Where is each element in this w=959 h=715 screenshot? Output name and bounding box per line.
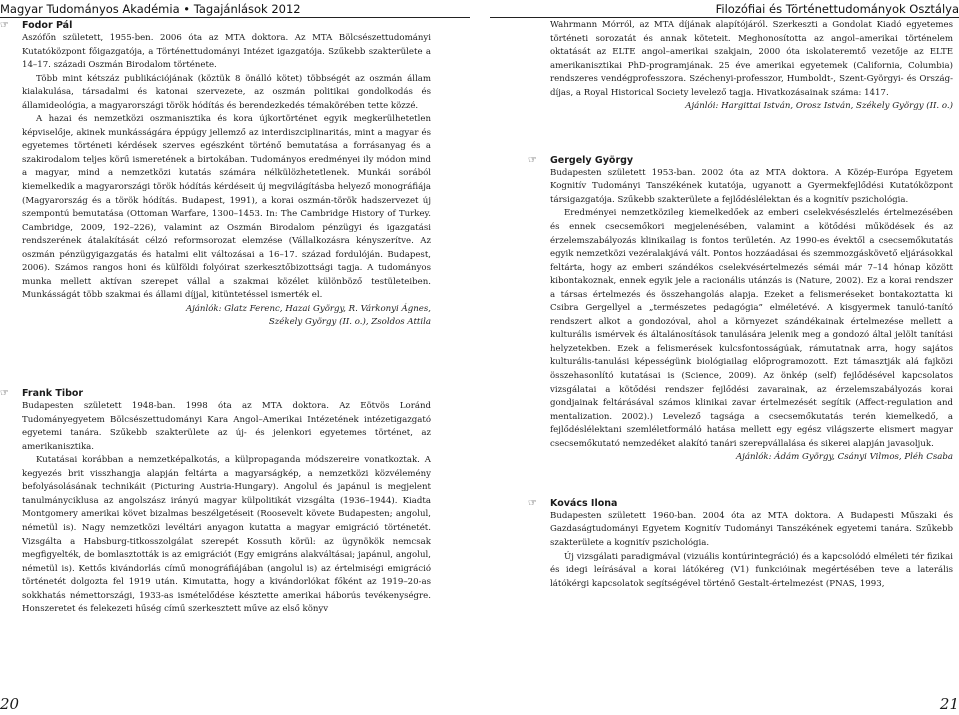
page-number-left: 20	[0, 695, 20, 713]
entry-paragraph: Kutatásai korábban a nemzetképalkotás, a külpropaganda módszereire vonatkoztak. A kegyezés brit visszhangja alapján feltárta a magyarságkép, a nemzetközi közvélemény befolyásolásának technikáit (Picturing Austria-Hungary). Angolul és japánul is megjelent tanulmányciklusa az angolszász irányú magyar külpolitikát vizsgálta (1936–1944). Kiadta Montgomery amerikai követ bizalmas beszélgetéseit (Roosevelt követe Budapesten; angolul, németül is). Nagy nemzetközi levéltári anyagon kutatta a magyar emigráció történetét. Vizsgálta a Habsburg-titkosszolgálat szerepét Kossuth körül: az ügynökök nemcsak megfigyelték, de bomlasztották is az emigrációt (Egy emigráns alakváltásai; japánul, angolul, németül is). Kettős kivándorlás című monográfiájában (angolul is) az értelmiségi emigráció történetét dolgozta fel 1919 után. Kimutatta, hogy a kivándorlókat főként az 1919–20-as sokkhatás némettországi, 1933-as ismételődése késztette amerikai háborús tevékenységre. Honszeretet és felekezeti hűség című szerkesztett műve az első könyv	[22, 455, 431, 615]
entry-paragraph: A hazai és nemzetközi oszmanisztika és kora újkortörténet egyik megkerülhetetlen képviselője, akinek munkásságára éppúgy jellemző az interdiszciplinaritás, mint a magyar és egyetemes történeti kérdések szerves egészként történő bemutatása a forrásanyag és a szakirodalom teljes körű ismeretének a birtokában. Tudományos eredményei ily módon mind a magyar, mind a nemzetközi kutatás számára nélkülözhetetlenek. Munkái sorából kiemelkedik a magyarországi török hódítás kérdéseit új megvilágításba helyező monográfiája (Magyarország és a török hódítás. Budapest, 1991), a korai oszmán-török hadszervezet új szempontú bemutatása (Ottoman Warfare, 1300–1453. In: The Cambridge History of Turkey. Cambridge, 2009, 192–226), valamint az Oszmán Birodalom pénzügyi és igazgatási rendszerének átalakítását célzó reformsorozat elemzése (Vállalkozásra kényszerítve. Az oszmán pénzügyigazgatás és hatalmi elit változásai a 16–17. század fordulóján. Budapest, 2006). Számos rangos honi és külföldi folyóirat szerkesztőbizottsági tagja. A tudományos munka mellett aktívan szerepet vállal a szakmai közélet különböző testületeiben. Munkásságát több szakmai és állami díjjal, kitüntetéssel ismerték el.	[22, 114, 431, 301]
recommenders-line: Ajánlók: Glatz Ferenc, Hazai György, R. Várkonyi Ágnes,	[185, 303, 431, 314]
entry-intro: Budapesten született 1948-ban. 1998 óta az MTA doktora. Az Eötvös Loránd Tudományegyetem Bölcsészettudományi Kara Angol–Amerikai Intézetének intézetigazgató egyetemi tanára. Szűkebb szakterülete az új- és jelenkori egyetemes történet, az amerikanisztika.	[22, 401, 431, 452]
candidate-name: Fodor Pál	[22, 20, 73, 31]
entry-paragraph: Új vizsgálati paradigmával (vizuális kontúrintegráció) és a kapcsolódó elméleti tér fizikai és idegi leírásával a korai látókéreg (V1) funkcióinak megértésében teve a laterális látókérgi kapcsolatok segítségével történő Gestalt-értelmezést (PNAS, 1993,	[550, 551, 953, 589]
entry-frank-tibor	[0, 387, 431, 617]
entry-kovacs-ilona	[528, 497, 953, 591]
entry-body	[528, 167, 953, 465]
entry-intro: Aszófőn született, 1955-ben. 2006 óta az MTA doktora. Az MTA Bölcsészettudományi Kutatóközpont főigazgatója, a Történettudományi Intézet igazgatója. Szűkebb szakterülete a 14–17. századi Oszmán Birodalom története.	[22, 33, 431, 71]
entry-spacer	[528, 465, 953, 497]
entry-heading	[0, 387, 431, 400]
recommenders-line: Ajánlók: Ádám György, Csányi Vilmos, Pléh Csaba	[735, 452, 953, 463]
entry-body	[0, 32, 431, 330]
entry-body	[528, 19, 953, 114]
recommenders-line: Székely György (II. o.), Zsoldos Attila	[268, 317, 431, 328]
header-rule-right	[490, 17, 959, 18]
entry-frank-tibor-continued	[528, 19, 953, 114]
running-header-left: Magyar Tudományos Akadémia • Tagajánlások 2012	[0, 2, 301, 16]
entry-body	[0, 400, 431, 617]
entry-heading	[0, 19, 431, 32]
candidate-name: Frank Tibor	[22, 388, 84, 400]
header-rule-left	[0, 17, 470, 18]
recommenders-line: Ajánlói: Hargittai István, Orosz István, Székely György (II. o.)	[685, 101, 953, 112]
entry-paragraph: Eredményei nemzetközileg kiemelkedőek az emberi cselekvésészlelés értelmezésében és ennek csecsemőkori megjelenésében, valamint a kötődési működések és az érzelemszabályozás klinikailag is fontos területén. Az 1990-es évektől a csecsemőkutatás egyik nemzetközi vezéralakjává vált. Pontos hozzáadásai és szemmozgáskövető eljárásokkal feltárta, hogy az emberi szándékos cselekvésértelmezés sémái már 7–14 hónap között kibontakoznak, ennek egyik jele a racionális utánzás is (Nature, 2002). Ez a korai rendszer a társas értelmezés és összehangolás alapja. Ezeket a felismeréseket bontakoztatta ki Csibra Gergellyel a „természetes pedagógia” elméletévé. A kisgyermek tanuló-tanító rendszert alkot a gondozóval, ahol a környezet szándékainak értelmezése mellett a kulturális ismérvek és általánosítások tanulására jelenik meg a gondozó által jelölt tanítási helyzetekben. Ezek a felismerések kulcsfontosságúak, rámutatnak arra, hogy sajátos kulturális-tanulási képességünk biológiailag előprogramozott. Ezt támasztják alá fajközi összehasonlító kutatásai is (Science, 2009). Az önkép (self) fejlődésével kapcsolatos vizsgálatai a kötődési rendszer fejlődési zavarainak, az érzelemszabályozás korai gondjainak feltárásával számos klinikai zavar értelmezését segítik (Affect-regulation and mentalization. 2002).) Levelező tagsága a csecsemőkutatás terén kiemelkedő, a fejlődéslélektani szemléletformáló hatása mellett egy egész világszerte elismert magyar csecsemőkutató nemzedéket alakító tanári szerepvállalása és sikerei alapján javasoljuk.	[550, 208, 953, 449]
pointing-hand-icon: ☞	[0, 388, 9, 400]
entry-heading	[528, 154, 953, 167]
pointing-hand-icon: ☞	[0, 20, 9, 31]
entry-gergely-gyorgy	[528, 154, 953, 465]
page-number-right: 21	[939, 695, 959, 713]
entry-paragraph: Wahrmann Mórról, az MTA díjának alapítójáról. Szerkeszti a Gondolat Kiadó egyetemes történeti sorozatát és annak köteteit. Meghonosította az angol–amerikai történelem oktatását az ELTE angol–amerikai szakjain, 2000 óta iskolateremtő vezetője az ELTE amerikanisztikai PhD-programjának. 25 éve amerikai egyetemek (California, Columbia) rendszeres vendégprofesszora. Széchenyi-professzor, Humboldt-, Szent-Györgyi- és Ország-díjas, a Royal Historical Society levelező tagja. Hivatkozásainak száma: 1417.	[550, 20, 953, 98]
pointing-hand-icon: ☞	[528, 497, 537, 509]
entry-paragraph: Több mint kétszáz publikációjának (köztük 8 önálló kötet) többségét az oszmán állam kialakulása, társadalmi és katonai szervezete, az oszmán politikai gondolkodás és államideológia, a magyarországi török hódítás és berendezkedés témakörében tette közzé.	[22, 73, 431, 111]
entry-heading	[528, 497, 953, 510]
pointing-hand-icon: ☞	[528, 154, 537, 166]
entry-spacer	[0, 330, 431, 387]
entry-spacer	[528, 114, 953, 154]
entry-fodor-pal	[0, 19, 431, 330]
running-header-right: Filozófiai és Történettudományok Osztálya	[715, 2, 959, 16]
entry-intro: Budapesten született 1953-ban. 2002 óta az MTA doktora. A Közép-Európa Egyetem Kognitív Tudományi Tanszékének kutatója, ugyanott a Gyermekfejlődési Kutatóközpont társigazgatója. Szűkebb szakterülete a fejlődéslélektan és a kognitív pszichológia.	[550, 167, 953, 205]
candidate-name: Gergely György	[550, 154, 634, 166]
left-column	[0, 19, 431, 617]
right-column	[528, 19, 953, 591]
entry-intro: Budapesten született 1960-ban. 2004 óta az MTA doktora. A Budapesti Műszaki és Gazdaságtudományi Egyetem Kognitív Tudományi Tanszékének egyetemi tanára. Szűkebb szakterülete a kognitív pszichológia.	[550, 510, 953, 548]
candidate-name: Kovács Ilona	[550, 497, 618, 509]
entry-body	[528, 510, 953, 591]
